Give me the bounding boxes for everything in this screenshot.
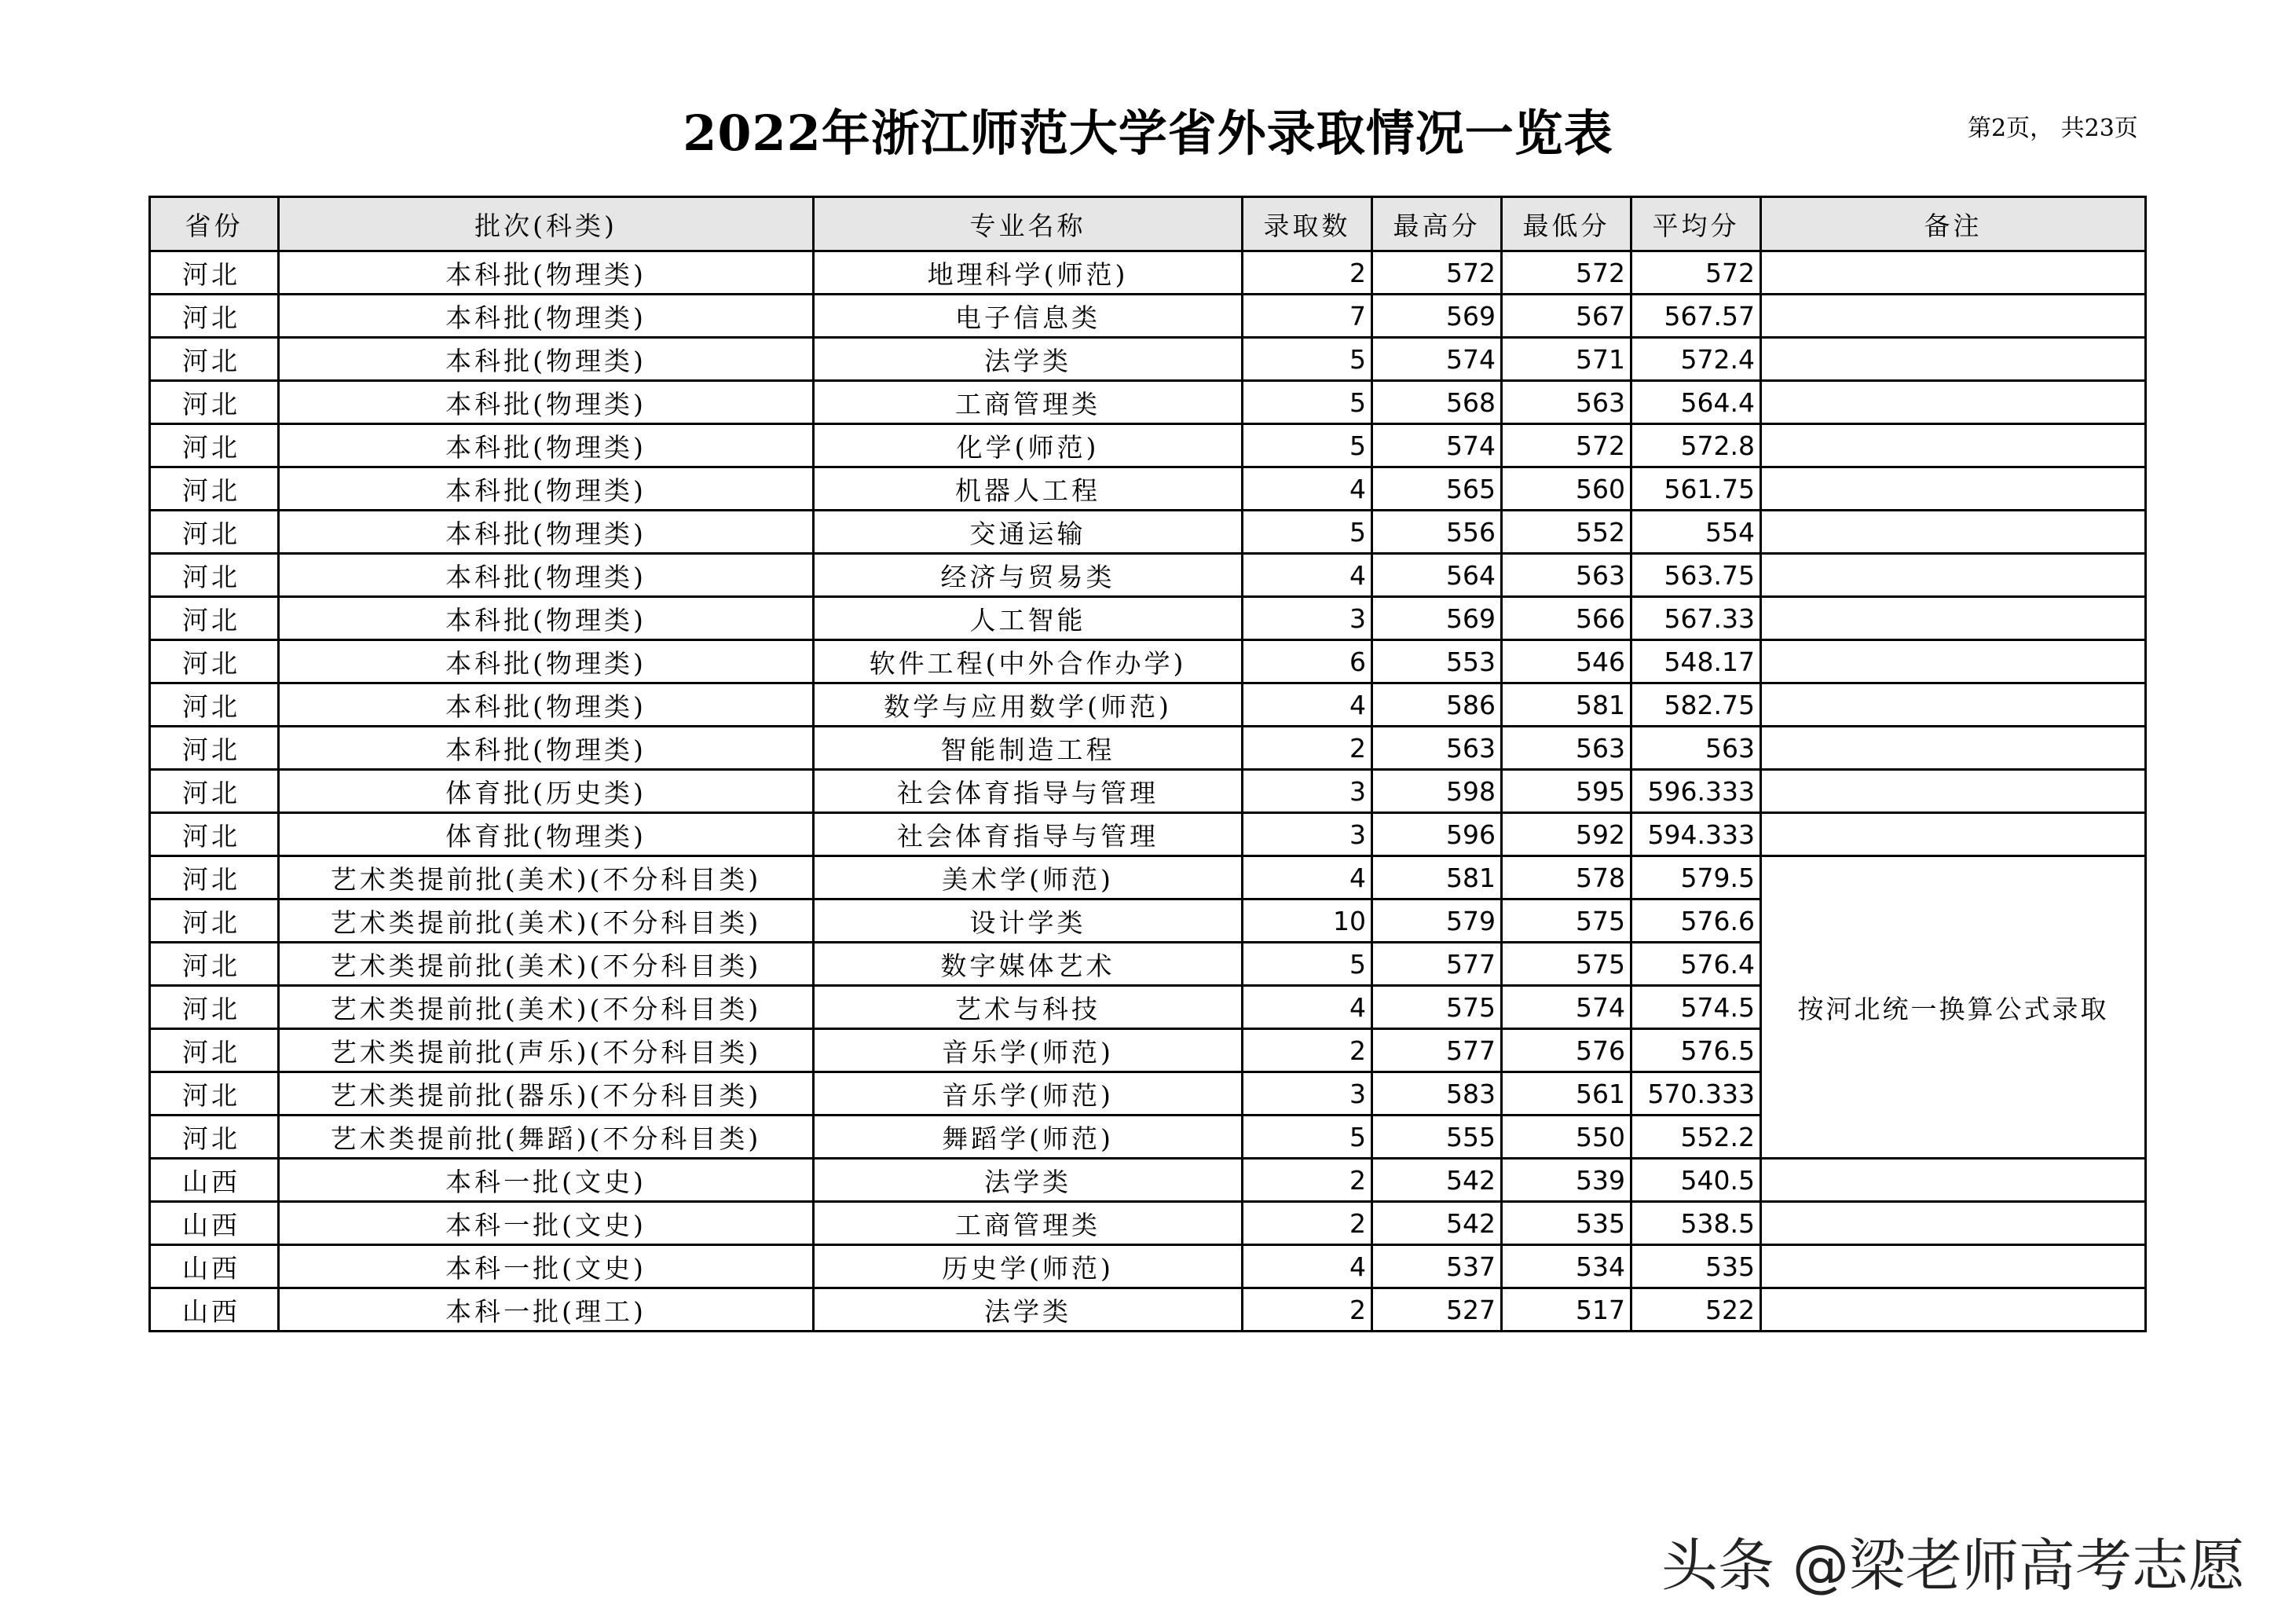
cell-max: 598	[1372, 770, 1502, 813]
header-province: 省份	[150, 197, 279, 251]
cell-remark: 按河北统一换算公式录取	[1761, 856, 2146, 1159]
cell-avg: 576.6	[1631, 899, 1761, 943]
header-batch: 批次(科类)	[279, 197, 814, 251]
cell-max: 574	[1372, 338, 1502, 381]
cell-count: 5	[1243, 1116, 1372, 1159]
cell-avg: 570.333	[1631, 1072, 1761, 1116]
cell-count: 2	[1243, 1159, 1372, 1202]
cell-count: 3	[1243, 813, 1372, 856]
cell-min: 581	[1502, 683, 1631, 727]
cell-remark	[1761, 381, 2146, 424]
cell-remark	[1761, 338, 2146, 381]
cell-avg: 594.333	[1631, 813, 1761, 856]
cell-avg: 552.2	[1631, 1116, 1761, 1159]
page-title: 2022年浙江师范大学省外录取情况一览表	[683, 104, 1613, 162]
cell-max: 581	[1372, 856, 1502, 899]
cell-major: 工商管理类	[814, 1202, 1243, 1245]
cell-avg: 567.57	[1631, 295, 1761, 338]
cell-avg: 564.4	[1631, 381, 1761, 424]
cell-max: 553	[1372, 640, 1502, 683]
cell-avg: 576.4	[1631, 943, 1761, 986]
table-row	[150, 1159, 2146, 1202]
table-row	[150, 338, 2146, 381]
cell-count: 2	[1243, 1202, 1372, 1245]
cell-max: 569	[1372, 597, 1502, 640]
watermark: 头条 @梁老师高考志愿	[1661, 1533, 2245, 1599]
cell-remark	[1761, 640, 2146, 683]
page-indicator: 第2页， 共23页	[1968, 115, 2138, 142]
header-max: 最高分	[1372, 197, 1502, 251]
cell-province: 河北	[150, 251, 279, 295]
table-row	[150, 1245, 2146, 1288]
table-row	[150, 1202, 2146, 1245]
cell-major: 数学与应用数学(师范)	[814, 683, 1243, 727]
cell-avg: 563	[1631, 727, 1761, 770]
cell-max: 555	[1372, 1116, 1502, 1159]
cell-province: 山西	[150, 1245, 279, 1288]
cell-avg: 535	[1631, 1245, 1761, 1288]
table-row	[150, 467, 2146, 511]
table-row	[150, 640, 2146, 683]
cell-min: 563	[1502, 727, 1631, 770]
cell-remark	[1761, 251, 2146, 295]
cell-min: 575	[1502, 943, 1631, 986]
table-row	[150, 511, 2146, 554]
cell-batch: 艺术类提前批(美术)(不分科目类)	[279, 899, 814, 943]
cell-major: 社会体育指导与管理	[814, 770, 1243, 813]
cell-batch: 艺术类提前批(声乐)(不分科目类)	[279, 1029, 814, 1072]
cell-count: 4	[1243, 856, 1372, 899]
cell-remark	[1761, 295, 2146, 338]
cell-max: 583	[1372, 1072, 1502, 1116]
cell-max: 577	[1372, 1029, 1502, 1072]
cell-max: 575	[1372, 986, 1502, 1029]
cell-count: 5	[1243, 338, 1372, 381]
cell-min: 574	[1502, 986, 1631, 1029]
cell-province: 河北	[150, 424, 279, 467]
cell-min: 576	[1502, 1029, 1631, 1072]
cell-min: 592	[1502, 813, 1631, 856]
cell-province: 河北	[150, 597, 279, 640]
cell-province: 河北	[150, 381, 279, 424]
cell-count: 4	[1243, 683, 1372, 727]
cell-max: 579	[1372, 899, 1502, 943]
cell-major: 法学类	[814, 338, 1243, 381]
cell-major: 历史学(师范)	[814, 1245, 1243, 1288]
cell-province: 河北	[150, 856, 279, 899]
cell-remark	[1761, 467, 2146, 511]
cell-max: 556	[1372, 511, 1502, 554]
cell-min: 546	[1502, 640, 1631, 683]
table-row	[150, 813, 2146, 856]
table-row	[150, 770, 2146, 813]
cell-major: 交通运输	[814, 511, 1243, 554]
header-min: 最低分	[1502, 197, 1631, 251]
cell-batch: 艺术类提前批(器乐)(不分科目类)	[279, 1072, 814, 1116]
cell-remark	[1761, 770, 2146, 813]
cell-avg: 561.75	[1631, 467, 1761, 511]
cell-min: 567	[1502, 295, 1631, 338]
cell-batch: 本科批(物理类)	[279, 511, 814, 554]
cell-batch: 本科一批(文史)	[279, 1159, 814, 1202]
cell-remark	[1761, 554, 2146, 597]
cell-max: 572	[1372, 251, 1502, 295]
cell-batch: 本科一批(文史)	[279, 1245, 814, 1288]
cell-remark	[1761, 1159, 2146, 1202]
cell-major: 人工智能	[814, 597, 1243, 640]
cell-province: 河北	[150, 467, 279, 511]
table-row	[150, 295, 2146, 338]
cell-province: 河北	[150, 986, 279, 1029]
cell-count: 4	[1243, 986, 1372, 1029]
cell-batch: 艺术类提前批(美术)(不分科目类)	[279, 943, 814, 986]
cell-batch: 本科批(物理类)	[279, 251, 814, 295]
cell-major: 工商管理类	[814, 381, 1243, 424]
table-row	[150, 856, 2146, 899]
cell-avg: 572	[1631, 251, 1761, 295]
cell-remark	[1761, 813, 2146, 856]
cell-major: 音乐学(师范)	[814, 1029, 1243, 1072]
header-avg: 平均分	[1631, 197, 1761, 251]
table-row	[150, 597, 2146, 640]
cell-province: 山西	[150, 1202, 279, 1245]
table-row	[150, 1288, 2146, 1332]
cell-min: 552	[1502, 511, 1631, 554]
cell-major: 电子信息类	[814, 295, 1243, 338]
cell-max: 564	[1372, 554, 1502, 597]
cell-remark	[1761, 424, 2146, 467]
cell-avg: 567.33	[1631, 597, 1761, 640]
cell-remark	[1761, 597, 2146, 640]
cell-major: 地理科学(师范)	[814, 251, 1243, 295]
cell-major: 机器人工程	[814, 467, 1243, 511]
cell-batch: 本科一批(理工)	[279, 1288, 814, 1332]
cell-batch: 本科批(物理类)	[279, 640, 814, 683]
cell-batch: 本科批(物理类)	[279, 597, 814, 640]
cell-max: 537	[1372, 1245, 1502, 1288]
cell-major: 舞蹈学(师范)	[814, 1116, 1243, 1159]
cell-major: 艺术与科技	[814, 986, 1243, 1029]
cell-remark	[1761, 1245, 2146, 1288]
cell-avg: 582.75	[1631, 683, 1761, 727]
cell-province: 山西	[150, 1159, 279, 1202]
cell-major: 音乐学(师范)	[814, 1072, 1243, 1116]
cell-province: 河北	[150, 338, 279, 381]
cell-batch: 本科批(物理类)	[279, 554, 814, 597]
cell-batch: 本科批(物理类)	[279, 467, 814, 511]
cell-max: 569	[1372, 295, 1502, 338]
cell-min: 535	[1502, 1202, 1631, 1245]
cell-batch: 本科批(物理类)	[279, 683, 814, 727]
cell-count: 6	[1243, 640, 1372, 683]
cell-max: 542	[1372, 1159, 1502, 1202]
cell-max: 568	[1372, 381, 1502, 424]
cell-count: 3	[1243, 597, 1372, 640]
cell-batch: 艺术类提前批(美术)(不分科目类)	[279, 856, 814, 899]
cell-max: 527	[1372, 1288, 1502, 1332]
cell-major: 法学类	[814, 1159, 1243, 1202]
cell-province: 河北	[150, 1116, 279, 1159]
cell-remark	[1761, 683, 2146, 727]
cell-max: 596	[1372, 813, 1502, 856]
cell-min: 517	[1502, 1288, 1631, 1332]
cell-avg: 538.5	[1631, 1202, 1761, 1245]
cell-min: 550	[1502, 1116, 1631, 1159]
cell-avg: 579.5	[1631, 856, 1761, 899]
cell-province: 河北	[150, 295, 279, 338]
cell-province: 河北	[150, 943, 279, 986]
cell-province: 河北	[150, 683, 279, 727]
cell-remark	[1761, 1202, 2146, 1245]
header-remark: 备注	[1761, 197, 2146, 251]
table-row	[150, 381, 2146, 424]
header-major: 专业名称	[814, 197, 1243, 251]
cell-batch: 本科批(物理类)	[279, 381, 814, 424]
cell-batch: 本科批(物理类)	[279, 295, 814, 338]
cell-avg: 576.5	[1631, 1029, 1761, 1072]
cell-min: 566	[1502, 597, 1631, 640]
cell-max: 577	[1372, 943, 1502, 986]
cell-max: 563	[1372, 727, 1502, 770]
cell-remark	[1761, 727, 2146, 770]
cell-batch: 体育批(历史类)	[279, 770, 814, 813]
cell-major: 软件工程(中外合作办学)	[814, 640, 1243, 683]
admission-table	[148, 196, 2147, 1332]
cell-province: 河北	[150, 813, 279, 856]
cell-count: 5	[1243, 381, 1372, 424]
cell-count: 3	[1243, 1072, 1372, 1116]
cell-province: 山西	[150, 1288, 279, 1332]
cell-max: 586	[1372, 683, 1502, 727]
cell-major: 化学(师范)	[814, 424, 1243, 467]
cell-major: 设计学类	[814, 899, 1243, 943]
cell-min: 575	[1502, 899, 1631, 943]
cell-count: 7	[1243, 295, 1372, 338]
cell-count: 10	[1243, 899, 1372, 943]
cell-province: 河北	[150, 640, 279, 683]
cell-count: 4	[1243, 467, 1372, 511]
cell-avg: 572.8	[1631, 424, 1761, 467]
cell-min: 534	[1502, 1245, 1631, 1288]
cell-avg: 572.4	[1631, 338, 1761, 381]
table-row	[150, 251, 2146, 295]
cell-province: 河北	[150, 899, 279, 943]
cell-count: 5	[1243, 424, 1372, 467]
cell-avg: 554	[1631, 511, 1761, 554]
cell-major: 美术学(师范)	[814, 856, 1243, 899]
cell-province: 河北	[150, 727, 279, 770]
cell-batch: 体育批(物理类)	[279, 813, 814, 856]
header-count: 录取数	[1243, 197, 1372, 251]
table-row	[150, 727, 2146, 770]
cell-min: 578	[1502, 856, 1631, 899]
cell-max: 565	[1372, 467, 1502, 511]
cell-avg: 548.17	[1631, 640, 1761, 683]
cell-count: 4	[1243, 1245, 1372, 1288]
cell-count: 2	[1243, 1029, 1372, 1072]
cell-province: 河北	[150, 1072, 279, 1116]
cell-count: 4	[1243, 554, 1372, 597]
cell-remark	[1761, 1288, 2146, 1332]
cell-major: 社会体育指导与管理	[814, 813, 1243, 856]
table-row	[150, 554, 2146, 597]
cell-count: 3	[1243, 770, 1372, 813]
cell-min: 539	[1502, 1159, 1631, 1202]
cell-count: 2	[1243, 1288, 1372, 1332]
table-header-row	[150, 197, 2146, 251]
cell-min: 595	[1502, 770, 1631, 813]
table-row	[150, 683, 2146, 727]
cell-min: 572	[1502, 251, 1631, 295]
cell-min: 560	[1502, 467, 1631, 511]
cell-batch: 艺术类提前批(美术)(不分科目类)	[279, 986, 814, 1029]
cell-min: 572	[1502, 424, 1631, 467]
cell-count: 2	[1243, 251, 1372, 295]
cell-min: 571	[1502, 338, 1631, 381]
cell-count: 5	[1243, 511, 1372, 554]
cell-count: 5	[1243, 943, 1372, 986]
cell-province: 河北	[150, 1029, 279, 1072]
cell-batch: 本科一批(文史)	[279, 1202, 814, 1245]
cell-major: 智能制造工程	[814, 727, 1243, 770]
cell-major: 经济与贸易类	[814, 554, 1243, 597]
cell-batch: 本科批(物理类)	[279, 424, 814, 467]
cell-count: 2	[1243, 727, 1372, 770]
cell-province: 河北	[150, 511, 279, 554]
cell-avg: 596.333	[1631, 770, 1761, 813]
cell-avg: 540.5	[1631, 1159, 1761, 1202]
cell-avg: 563.75	[1631, 554, 1761, 597]
cell-major: 数字媒体艺术	[814, 943, 1243, 986]
cell-batch: 本科批(物理类)	[279, 338, 814, 381]
cell-avg: 522	[1631, 1288, 1761, 1332]
cell-batch: 本科批(物理类)	[279, 727, 814, 770]
cell-major: 法学类	[814, 1288, 1243, 1332]
cell-batch: 艺术类提前批(舞蹈)(不分科目类)	[279, 1116, 814, 1159]
cell-province: 河北	[150, 770, 279, 813]
cell-max: 574	[1372, 424, 1502, 467]
cell-remark	[1761, 511, 2146, 554]
cell-avg: 574.5	[1631, 986, 1761, 1029]
cell-max: 542	[1372, 1202, 1502, 1245]
table-row	[150, 424, 2146, 467]
cell-min: 563	[1502, 381, 1631, 424]
cell-min: 563	[1502, 554, 1631, 597]
cell-province: 河北	[150, 554, 279, 597]
cell-min: 561	[1502, 1072, 1631, 1116]
